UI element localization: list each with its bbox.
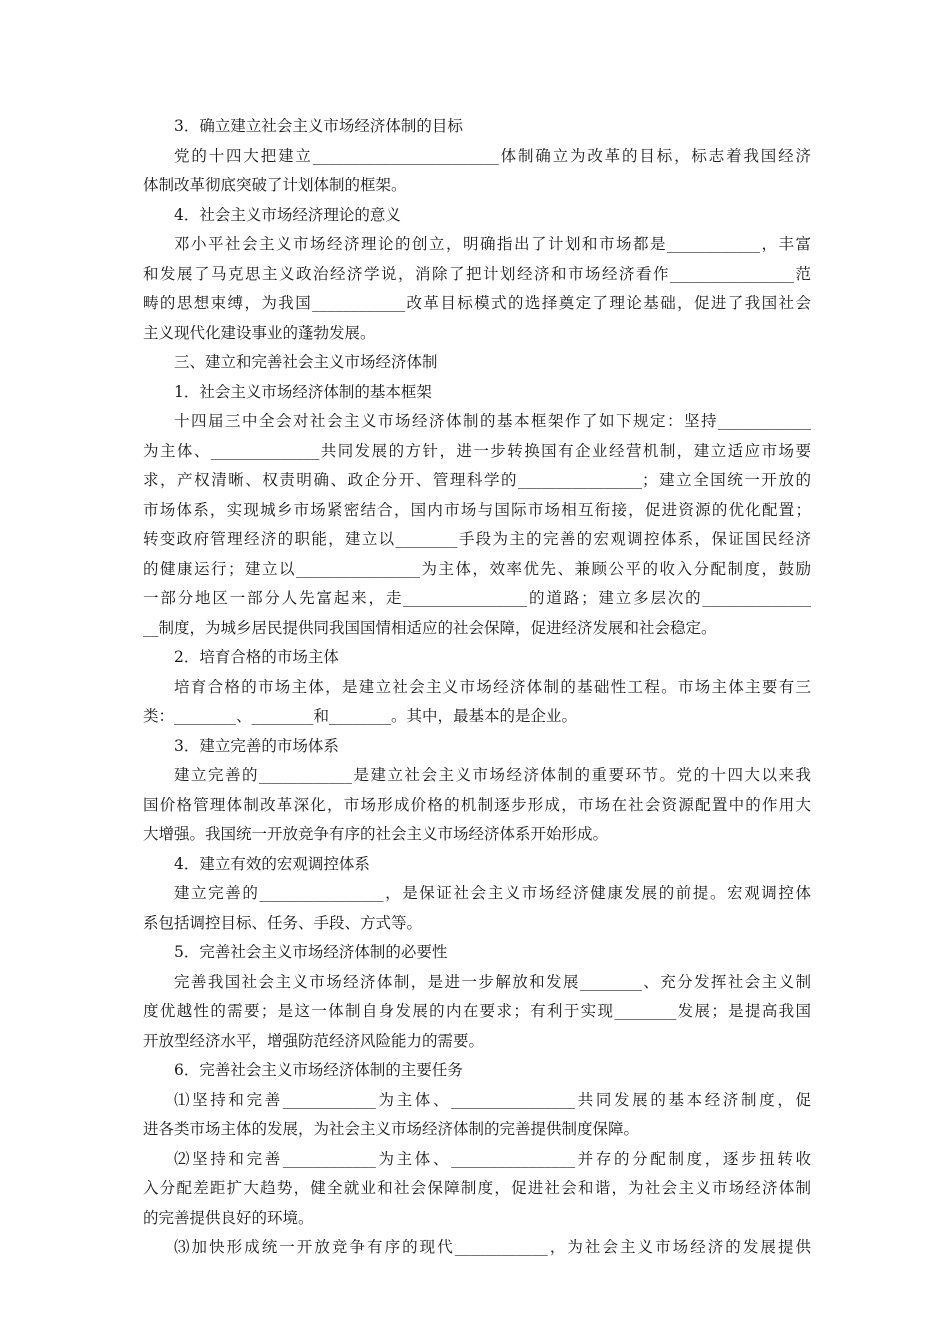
text-line: ⑶加快形成统一开放竞争有序的现代____________，为社会主义市场经济的发展提供 [174, 1238, 811, 1256]
text-line: 建立完善的____________是建立社会主义市场经济体制的重要环节。党的十四大以来我 [174, 766, 811, 784]
text-line: 十四届三中全会对社会主义市场经济体制的基本框架作了如下规定：坚持____________ [174, 412, 811, 430]
text-line: 主义现代化建设事业的蓬勃发展。 [143, 323, 376, 342]
text-line: 度优越性的需要；是这一体制自身发展的内在要求；有利于实现________发展；是提高我国 [143, 1002, 811, 1020]
text-line: 3．建立完善的市场体系 [174, 736, 339, 755]
text-line: 的健康运行；建立以________________为主体，效率优先、兼顾公平的收入分配制度，鼓励 [143, 559, 811, 578]
text-line: 和发展了马克思主义政治经济学说，消除了把计划经济和市场经济看作________________范 [143, 264, 811, 283]
text-line: 3．确立建立社会主义市场经济体制的目标 [174, 117, 463, 135]
text-line: 的完善提供良好的环境。 [143, 1208, 314, 1227]
text-line: 4．社会主义市场经济理论的意义 [174, 205, 401, 224]
text-line: 三、建立和完善社会主义市场经济体制 [174, 353, 438, 371]
text-line: 畴的思想束缚，为我国____________改革目标模式的选择奠定了理论基础，促进了我国社会 [143, 294, 811, 312]
text-line: 类：________、________和________。其中，最基本的是企业。 [143, 707, 578, 725]
text-line: 系包括调控目标、任务、手段、方式等。 [143, 913, 423, 932]
text-line: 大增强。我国统一开放竞争有序的社会主义市场经济体系开始形成。 [143, 825, 609, 843]
text-line: 5．完善社会主义市场经济体制的必要性 [174, 943, 448, 961]
text-line: 党的十四大把建立________________________体制确立为改革的目标，标志着我国经济 [174, 146, 811, 165]
text-line: 进各类市场主体的发展，为社会主义市场经济体制的完善提供制度保障。 [143, 1120, 640, 1138]
text-line: 求，产权清晰、权责明确、政企分开、管理科学的________________；建立全国统一开放的 [143, 471, 811, 489]
text-line: 邓小平社会主义市场经济理论的创立，明确指出了计划和市场都是____________，丰富 [174, 235, 811, 253]
text-line: 2．培育合格的市场主体 [174, 648, 339, 666]
text-line: 转变政府管理经济的职能，建立以________手段为主的完善的宏观调控体系，保证国民经济 [143, 530, 811, 548]
text-line: 国价格管理体制改革深化，市场形成价格的机制逐步形成，市场在社会资源配置中的作用大 [143, 795, 811, 814]
text-line: 为主体、______________共同发展的方针，进一步转换国有企业经营机制，建立适应市场要 [143, 441, 811, 460]
text-line: 1．社会主义市场经济体制的基本框架 [174, 382, 432, 401]
text-line: 开放型经济水平，增强防范经济风险能力的需要。 [143, 1031, 485, 1050]
text-line: 完善我国社会主义市场经济体制，是进一步解放和发展________、充分发挥社会主义制 [174, 972, 811, 991]
text-line: 6．完善社会主义市场经济体制的主要任务 [174, 1061, 463, 1079]
text-line: 一部分地区一部分人先富起来，走________________的道路；建立多层次的______________ [143, 589, 811, 607]
text-line: ⑵坚持和完善____________为主体、________________并存的分配制度，逐步扭转收 [174, 1149, 811, 1168]
text-line: 4．建立有效的宏观调控体系 [174, 854, 370, 873]
text-line: 培育合格的市场主体，是建立社会主义市场经济体制的基础性工程。市场主体主要有三 [174, 677, 811, 696]
text-line: 入分配差距扩大趋势，健全就业和社会保障制度，促进社会和谐，为社会主义市场经济体制 [143, 1179, 811, 1197]
text-line: __制度，为城乡居民提供同我国国情相适应的社会保障，促进经济发展和社会稳定。 [143, 618, 717, 637]
text-line: 建立完善的________________，是保证社会主义市场经济健康发展的前提。宏观调控体 [174, 884, 811, 902]
text-line: 市场体系，实现城乡市场紧密结合，国内市场与国际市场相互衔接，促进资源的优化配置； [143, 500, 811, 519]
text-line: ⑴坚持和完善____________为主体、________________共同发展的基本经济制度，促 [174, 1090, 811, 1109]
text-line: 体制改革彻底突破了计划体制的框架。 [143, 176, 407, 194]
document-page [143, 112, 811, 1263]
